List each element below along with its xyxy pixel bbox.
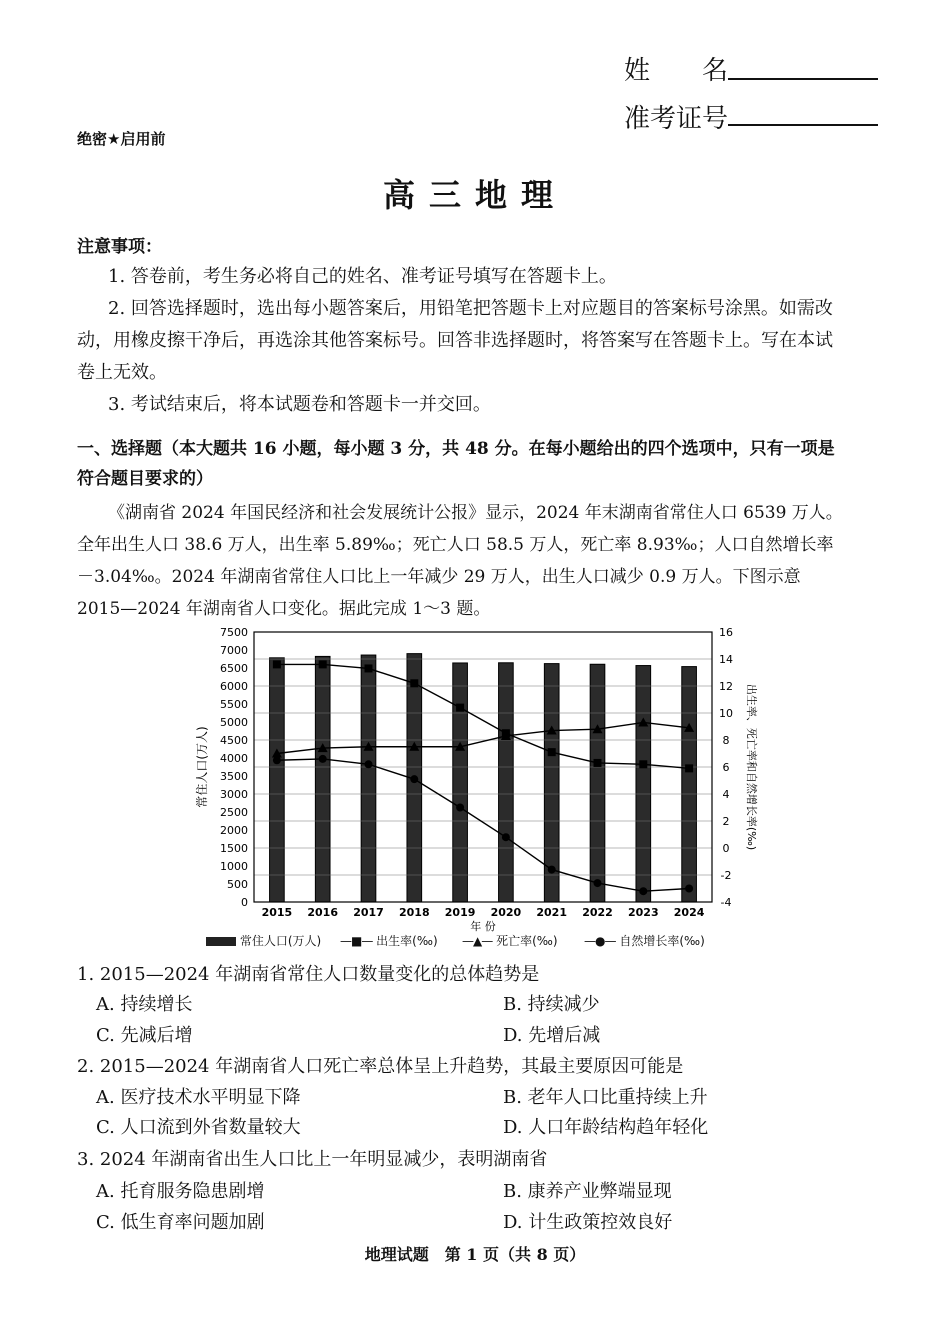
x-tick-label: 2019 bbox=[444, 906, 476, 919]
circle-point bbox=[639, 887, 647, 895]
x-tick-label: 2015 bbox=[261, 906, 293, 919]
y-tick-label-right: 4 bbox=[722, 788, 730, 801]
notice-item: 1. 答卷前，考生务必将自己的姓名、准考证号填写在答题卡上。 bbox=[108, 266, 617, 287]
square-point bbox=[456, 704, 464, 712]
legend-population bbox=[206, 932, 321, 949]
option-a[interactable]: A. 医疗技术水平明显下降 bbox=[96, 1087, 301, 1108]
y-tick-label-right: 16 bbox=[719, 626, 733, 639]
chart-legend bbox=[200, 930, 760, 952]
circle-point bbox=[548, 866, 556, 874]
population-bar bbox=[636, 666, 651, 902]
legend-growth bbox=[584, 932, 705, 949]
legend-label: 出生率(‰) bbox=[376, 934, 438, 948]
secret-mark: 绝密★启用前 bbox=[77, 130, 166, 148]
legend-bar-swatch bbox=[206, 937, 236, 946]
square-point bbox=[273, 660, 281, 668]
population-chart bbox=[190, 624, 770, 954]
population-bar bbox=[682, 667, 697, 902]
population-bar bbox=[590, 664, 605, 902]
section-heading: 一、选择题（本大题共 16 小题，每小题 3 分，共 48 分。在每小题给出的四个选项中，只有一项是 bbox=[77, 439, 835, 459]
population-bar bbox=[361, 655, 376, 902]
name-blank[interactable] bbox=[728, 78, 878, 80]
notice-item: 卷上无效。 bbox=[77, 362, 167, 383]
square-point bbox=[594, 759, 602, 767]
option-c[interactable]: C. 人口流到外省数量较大 bbox=[96, 1117, 301, 1138]
circle-marker-icon: —●— bbox=[584, 934, 616, 948]
notice-item: 动，用橡皮擦干净后，再选涂其他答案标号。回答非选择题时，将答案写在答题卡上。写在本试 bbox=[77, 330, 833, 351]
y-tick-label-left: 3000 bbox=[220, 788, 248, 801]
x-tick-label: 2023 bbox=[627, 906, 659, 919]
question-stem: 2. 2015—2024 年湖南省人口死亡率总体呈上升趋势，其最主要原因可能是 bbox=[77, 1056, 684, 1077]
y-axis-label-left: 常住人口(万人) bbox=[195, 726, 209, 808]
circle-point bbox=[456, 804, 464, 812]
y-tick-label-right: 12 bbox=[719, 680, 733, 693]
y-tick-label-left: 2000 bbox=[220, 824, 248, 837]
population-bar bbox=[499, 663, 514, 902]
notice-heading: 注意事项： bbox=[77, 237, 162, 257]
x-tick-label: 2024 bbox=[673, 906, 705, 919]
triangle-marker-icon: —▲— bbox=[462, 934, 493, 948]
series-line bbox=[277, 759, 689, 891]
x-tick-label: 2017 bbox=[353, 906, 384, 919]
option-b[interactable]: B. 老年人口比重持续上升 bbox=[503, 1087, 708, 1108]
square-point bbox=[365, 664, 373, 672]
legend-birth bbox=[340, 932, 438, 949]
circle-point bbox=[502, 833, 510, 841]
x-tick-label: 2018 bbox=[398, 906, 430, 919]
option-d[interactable]: D. 人口年龄结构趋年轻化 bbox=[503, 1117, 709, 1138]
y-tick-label-left: 5500 bbox=[220, 698, 248, 711]
y-tick-label-left: 1000 bbox=[220, 860, 248, 873]
y-tick-label-left: 2500 bbox=[220, 806, 248, 819]
y-tick-label-right: -2 bbox=[720, 869, 732, 882]
series-line bbox=[277, 664, 689, 768]
option-d[interactable]: D. 计生政策控效良好 bbox=[503, 1212, 673, 1233]
id-label: 准考证号 bbox=[624, 104, 729, 134]
square-point bbox=[639, 760, 647, 768]
x-tick-label: 2016 bbox=[307, 906, 339, 919]
option-a[interactable]: A. 持续增长 bbox=[96, 994, 193, 1015]
population-bar bbox=[315, 656, 330, 902]
circle-point bbox=[594, 879, 602, 887]
circle-point bbox=[685, 885, 693, 893]
y-tick-label-left: 7500 bbox=[220, 626, 248, 639]
name-label: 姓 名 bbox=[624, 56, 729, 86]
square-point bbox=[548, 748, 556, 756]
square-point bbox=[319, 660, 327, 668]
series-line bbox=[277, 722, 689, 753]
legend-label: 死亡率(‰) bbox=[496, 934, 558, 948]
y-tick-label-left: 6000 bbox=[220, 680, 248, 693]
notice-item: 3. 考试结束后，将本试题卷和答题卡一并交回。 bbox=[108, 394, 491, 415]
y-tick-label-right: 0 bbox=[722, 842, 730, 855]
option-d[interactable]: D. 先增后减 bbox=[503, 1025, 601, 1046]
x-tick-label: 2021 bbox=[536, 906, 568, 919]
page-title: 高三地理 bbox=[382, 176, 567, 214]
legend-label: 自然增长率(‰) bbox=[619, 934, 705, 948]
option-b[interactable]: B. 康养产业弊端显现 bbox=[503, 1181, 672, 1202]
id-blank[interactable] bbox=[728, 124, 878, 126]
section-heading-cont: 符合题目要求的） bbox=[77, 469, 213, 489]
y-tick-label-left: 4000 bbox=[220, 752, 248, 765]
y-tick-label-left: 5000 bbox=[220, 716, 248, 729]
y-tick-label-left: 500 bbox=[227, 878, 248, 891]
passage-line: 2015—2024 年湖南省人口变化。据此完成 1～3 题。 bbox=[77, 599, 491, 619]
page-footer: 地理试题 第 1 页（共 8 页） bbox=[364, 1245, 586, 1264]
circle-point bbox=[319, 755, 327, 763]
notice-item: 2. 回答选择题时，选出每小题答案后，用铅笔把答题卡上对应题目的答案标号涂黑。如需改 bbox=[108, 298, 833, 319]
option-c[interactable]: C. 先减后增 bbox=[96, 1025, 193, 1046]
population-bar bbox=[453, 663, 468, 902]
square-point bbox=[410, 679, 418, 687]
y-tick-label-right: -4 bbox=[720, 896, 732, 909]
x-tick-label: 2022 bbox=[582, 906, 613, 919]
passage-line: 全年出生人口 38.6 万人，出生率 5.89‰；死亡人口 58.5 万人，死亡率 8.93‰；人口自然增长率 bbox=[77, 535, 834, 555]
circle-point bbox=[410, 775, 418, 783]
y-tick-label-left: 0 bbox=[241, 896, 248, 909]
option-a[interactable]: A. 托育服务隐患剧增 bbox=[96, 1181, 265, 1202]
square-marker-icon: —■— bbox=[340, 934, 373, 948]
legend-death bbox=[462, 932, 558, 949]
square-point bbox=[685, 764, 693, 772]
y-tick-label-right: 6 bbox=[722, 761, 730, 774]
y-tick-label-left: 1500 bbox=[220, 842, 248, 855]
y-tick-label-left: 3500 bbox=[220, 770, 248, 783]
circle-point bbox=[273, 756, 281, 764]
x-tick-label: 2020 bbox=[490, 906, 522, 919]
y-tick-label-right: 8 bbox=[722, 734, 730, 747]
y-tick-label-right: 14 bbox=[719, 653, 733, 666]
y-tick-label-left: 7000 bbox=[220, 644, 248, 657]
y-tick-label-right: 2 bbox=[722, 815, 730, 828]
question-stem: 3. 2024 年湖南省出生人口比上一年明显减少，表明湖南省 bbox=[77, 1149, 548, 1170]
y-axis-label-right: 出生率、死亡率和自然增长率(‰) bbox=[745, 683, 758, 851]
population-bar bbox=[270, 658, 285, 902]
y-tick-label-left: 6500 bbox=[220, 662, 248, 675]
passage-line: －3.04‰。2024 年湖南省常住人口比上一年减少 29 万人，出生人口减少 0.9 万人。下图示意 bbox=[77, 567, 801, 587]
question-stem: 1. 2015—2024 年湖南省常住人口数量变化的总体趋势是 bbox=[77, 964, 540, 985]
option-b[interactable]: B. 持续减少 bbox=[503, 994, 600, 1015]
x-axis-label: 年 份 bbox=[470, 920, 496, 933]
legend-label: 常住人口(万人) bbox=[239, 934, 322, 948]
circle-point bbox=[365, 760, 373, 768]
option-c[interactable]: C. 低生育率问题加剧 bbox=[96, 1212, 265, 1233]
y-tick-label-left: 4500 bbox=[220, 734, 248, 747]
passage-line: 《湖南省 2024 年国民经济和社会发展统计公报》显示，2024 年末湖南省常住人口 6539 万人。 bbox=[108, 503, 843, 523]
y-tick-label-right: 10 bbox=[719, 707, 733, 720]
